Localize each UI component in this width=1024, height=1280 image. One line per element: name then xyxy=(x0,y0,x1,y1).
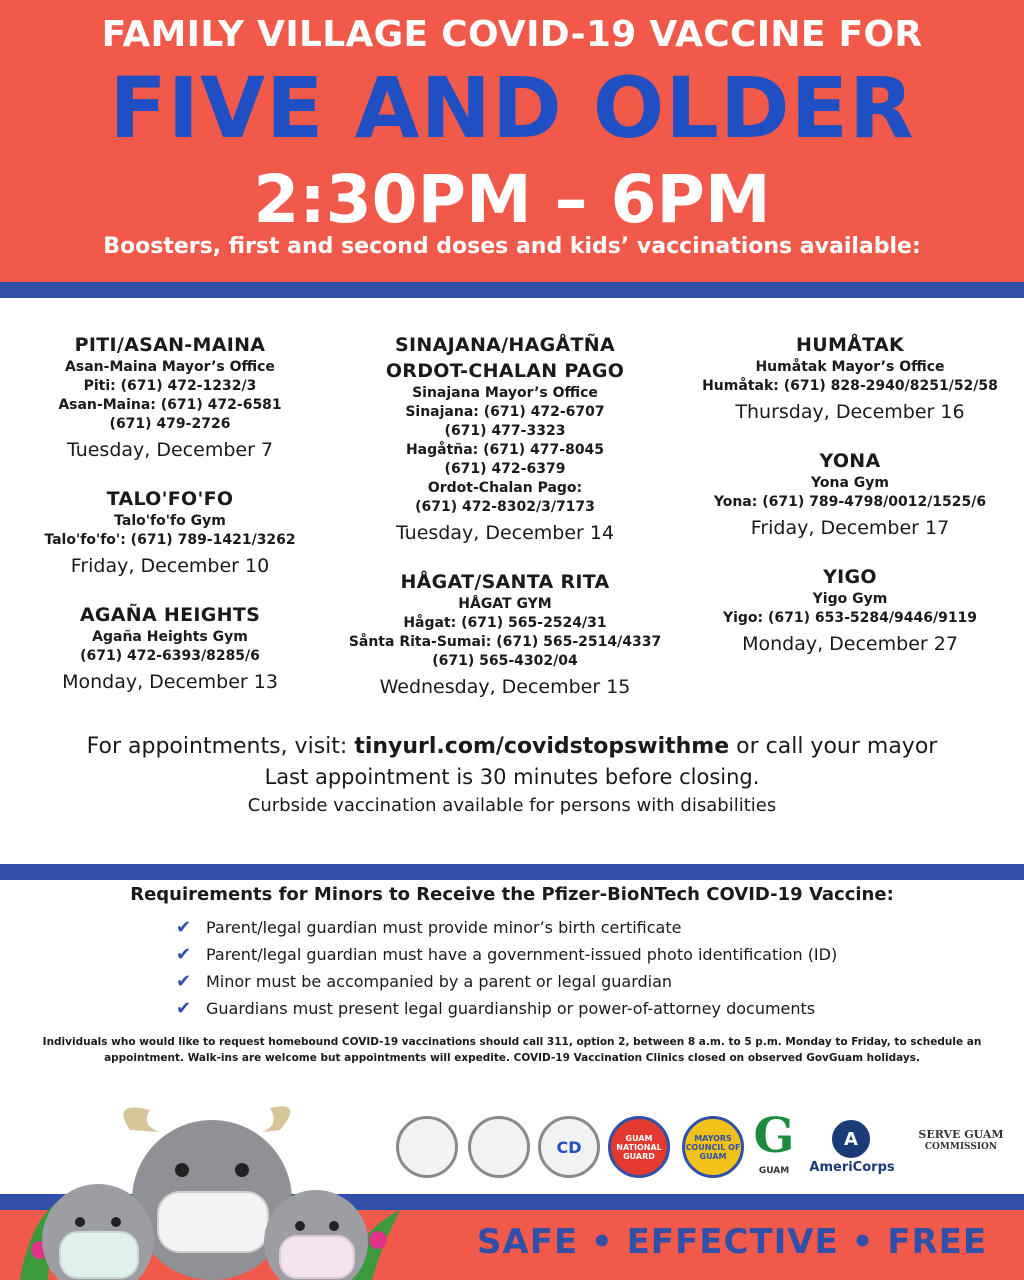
requirement-text: Minor must be accompanied by a parent or legal guardian xyxy=(206,972,673,991)
site-date: Thursday, December 16 xyxy=(735,401,965,423)
site-name: SINAJANA/HAGÅTÑA ORDOT-CHALAN PAGO xyxy=(385,334,625,382)
homebound-footnote: Individuals who would like to request homebound COVID-19 vaccinations should call 311, option 2, between 8 a.m. to 5 p.m. Monday to Friday, to schedule an appointment. Walk-ins are welcome but appointments will expedite. COVID-19 Vaccination Clinics closed on observed GovGuam holidays. xyxy=(42,1036,982,1064)
partner-logos xyxy=(396,1108,1016,1192)
mayors-council-text: MAYORS COUNCIL OF GUAM xyxy=(685,1133,741,1161)
site-date: Friday, December 10 xyxy=(70,555,270,577)
top-divider-band xyxy=(0,282,1024,298)
civil-defense-letters: CD xyxy=(556,1137,582,1157)
sites-column-2 xyxy=(340,332,670,723)
site-detail: Piti: (671) 472-1232/3 xyxy=(83,378,257,394)
requirement-text: Parent/legal guardian must have a government-issued photo identification (ID) xyxy=(206,945,838,964)
site-detail: Sånta Rita-Sumai: (671) 565-2514/4337 xyxy=(348,634,662,650)
university-of-guam-logo: G xyxy=(753,1108,795,1164)
last-appointment-note: Last appointment is 30 minutes before closing. xyxy=(264,765,760,789)
site-name: YIGO xyxy=(823,566,877,588)
requirement-item xyxy=(176,914,896,941)
site-detail: Asan-Maina Mayor’s Office xyxy=(65,359,275,375)
vaccine-site xyxy=(680,448,1020,542)
vaccine-site xyxy=(340,332,670,547)
site-detail: Sinajana: (671) 472-6707 xyxy=(405,404,605,420)
site-detail: Humåtak: (671) 828-2940/8251/52/58 xyxy=(702,378,998,394)
checkmark-icon: ✔ xyxy=(176,917,192,938)
site-detail: Yigo: (671) 653-5284/9446/9119 xyxy=(722,610,978,626)
curbside-note: Curbside vaccination available for persons with disabilities xyxy=(247,795,777,816)
header-subtitle: Boosters, first and second doses and kids’ vaccinations available: xyxy=(103,234,921,259)
serve-guam-subtitle: COMMISSION xyxy=(924,1142,998,1152)
site-detail: (671) 472-6379 xyxy=(444,461,566,477)
requirements-title: Requirements for Minors to Receive the Pfizer-BioNTech COVID-19 Vaccine: xyxy=(130,884,894,905)
header-banner xyxy=(0,0,1024,282)
header-headline: FIVE AND OLDER xyxy=(109,59,915,157)
site-date: Wednesday, December 15 xyxy=(379,676,631,698)
vaccine-site xyxy=(10,332,330,464)
site-detail: Talo'fo'fo': (671) 789-1421/3262 xyxy=(44,532,296,548)
header-time: 2:30PM – 6PM xyxy=(253,161,771,238)
vaccine-site xyxy=(680,564,1020,658)
governor-seal-icon xyxy=(396,1116,458,1178)
site-name: HÅGAT/SANTA RITA xyxy=(400,571,610,593)
site-detail: Yona Gym xyxy=(811,475,889,491)
site-detail: Yigo Gym xyxy=(812,591,888,607)
site-detail: Sinajana Mayor’s Office xyxy=(412,385,598,401)
checkmark-icon: ✔ xyxy=(176,971,192,992)
vaccine-site xyxy=(10,486,330,580)
site-detail: (671) 472-8302/3/7173 xyxy=(415,499,595,515)
site-detail: (671) 479-2726 xyxy=(109,416,231,432)
national-guard-text: GUAM NATIONAL GUARD xyxy=(616,1133,662,1161)
requirement-text: Guardians must present legal guardianship or power-of-attorney documents xyxy=(206,999,816,1018)
vaccine-site xyxy=(10,602,330,696)
site-name: TALO'FO'FO xyxy=(106,488,234,510)
site-detail: HÅGAT GYM xyxy=(458,596,552,612)
appointment-info xyxy=(0,732,1024,820)
requirement-item xyxy=(176,995,896,1022)
appointment-suffix: or call your mayor xyxy=(729,734,938,759)
site-detail: Asan-Maina: (671) 472-6581 xyxy=(58,397,282,413)
public-health-seal-icon xyxy=(468,1116,530,1178)
requirements-list xyxy=(176,914,896,1022)
slogan: SAFE • EFFECTIVE • FREE xyxy=(476,1222,988,1262)
vaccine-site xyxy=(680,332,1020,426)
site-name: PITI/ASAN-MAINA xyxy=(74,334,266,356)
americorps-text: AmeriCorps xyxy=(809,1160,895,1175)
appointment-prefix: For appointments, visit: xyxy=(86,734,355,759)
site-detail: Agaña Heights Gym xyxy=(92,629,248,645)
national-guard-seal-icon xyxy=(608,1116,670,1178)
site-name: HUMÅTAK xyxy=(796,334,904,356)
sites-column-3 xyxy=(680,332,1020,680)
university-of-guam-text: GUAM xyxy=(758,1166,790,1176)
middle-divider-band xyxy=(0,864,1024,880)
site-detail: Humåtak Mayor’s Office xyxy=(755,359,945,375)
site-detail: (671) 472-6393/8285/6 xyxy=(80,648,260,664)
carabao-mascot-illustration xyxy=(0,1100,430,1280)
site-detail: (671) 477-3323 xyxy=(444,423,566,439)
checkmark-icon: ✔ xyxy=(176,944,192,965)
site-date: Monday, December 13 xyxy=(62,671,278,693)
serve-guam-title: SERVE GUAM xyxy=(918,1128,1004,1141)
vaccine-site xyxy=(340,569,670,701)
civil-defense-seal-icon xyxy=(538,1116,600,1178)
site-detail: Yona: (671) 789-4798/0012/1525/6 xyxy=(713,494,987,510)
checkmark-icon: ✔ xyxy=(176,998,192,1019)
site-name: YONA xyxy=(819,450,881,472)
site-detail: Ordot-Chalan Pago: xyxy=(427,480,583,496)
appointment-url-link[interactable]: tinyurl.com/covidstopswithme xyxy=(354,734,730,759)
site-date: Tuesday, December 7 xyxy=(66,439,274,461)
site-name: AGAÑA HEIGHTS xyxy=(79,604,261,626)
site-detail: Hågat: (671) 565-2524/31 xyxy=(403,615,607,631)
requirement-text: Parent/legal guardian must provide minor’s birth certificate xyxy=(206,918,682,937)
appointment-line xyxy=(0,732,1024,762)
site-date: Friday, December 17 xyxy=(750,517,950,539)
sites-column-1 xyxy=(10,332,330,718)
mayors-council-seal-icon xyxy=(682,1116,744,1178)
site-detail: Hagåtña: (671) 477-8045 xyxy=(405,442,605,458)
requirement-item xyxy=(176,941,896,968)
site-detail: Talo'fo'fo Gym xyxy=(114,513,226,529)
header-line-1: FAMILY VILLAGE COVID-19 VACCINE FOR xyxy=(101,14,923,55)
site-date: Monday, December 27 xyxy=(742,633,958,655)
requirement-item xyxy=(176,968,896,995)
site-detail: (671) 565-4302/04 xyxy=(432,653,578,669)
site-date: Tuesday, December 14 xyxy=(395,522,615,544)
americorps-icon: A xyxy=(832,1120,870,1158)
